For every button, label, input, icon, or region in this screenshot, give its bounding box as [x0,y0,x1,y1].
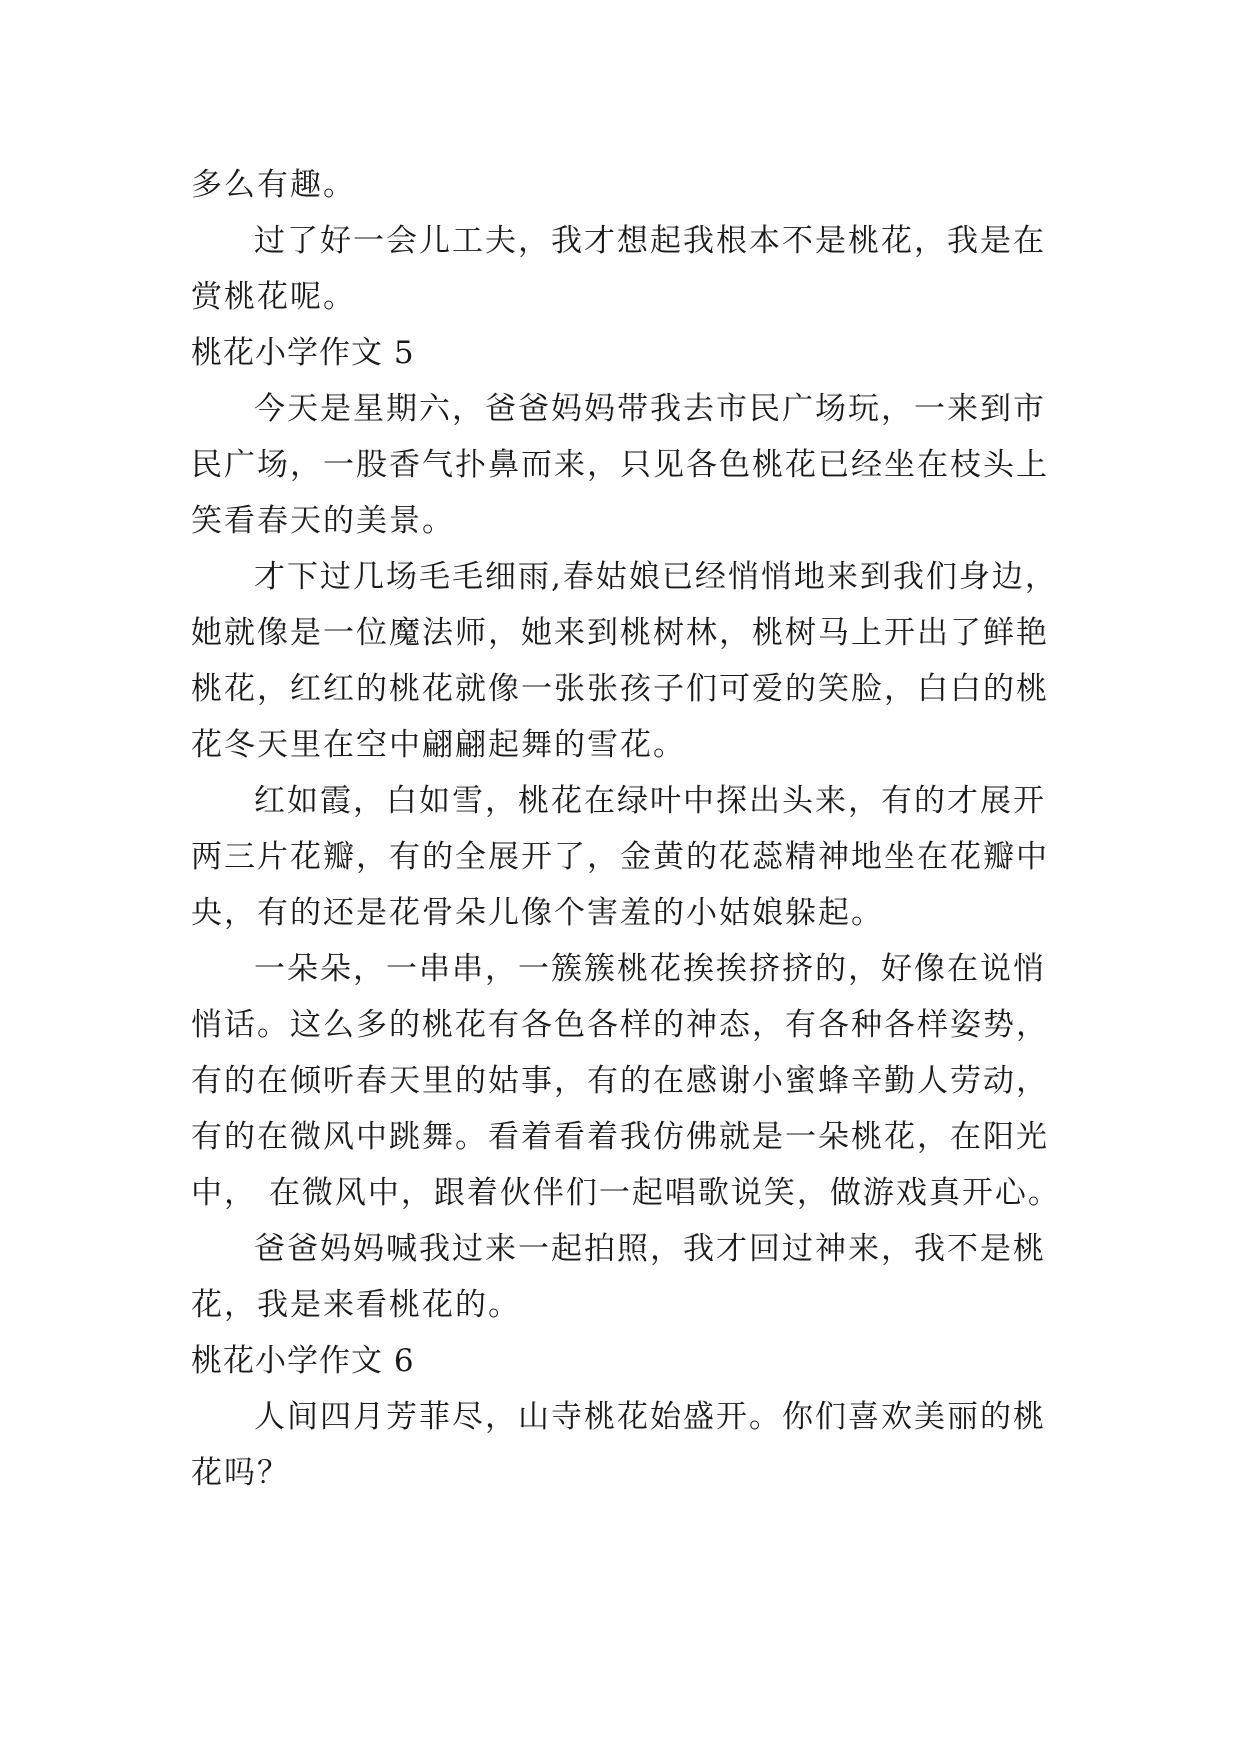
text-line: 今天是星期六，爸爸妈妈带我去市民广场玩，一来到市 [254,391,1046,427]
text-line: 她就像是一位魔法师，她来到桃树林，桃树马上开出了鲜艳 [191,615,1049,651]
document-body [191,157,1061,1501]
text-line: 过了好一会儿工夫，我才想起我根本不是桃花，我是在 [254,223,1046,259]
text-line: 有的在微风中跳舞。看着看着我仿佛就是一朵桃花，在阳光 [191,1119,1049,1155]
text-line: 红如霞，白如雪，桃花在绿叶中探出头来，有的才展开 [254,783,1046,819]
text-line: 人间四月芳菲尽，山寺桃花始盛开。你们喜欢美丽的桃 [254,1399,1046,1435]
text-line: 多么有趣。 [191,167,356,203]
text-line: 花冬天里在空中翩翩起舞的雪花。 [191,727,686,763]
text-line: 赏桃花呢。 [191,279,356,315]
text-line: 有的在倾听春天里的姑事，有的在感谢小蜜蜂辛勤人劳动， [191,1063,1049,1099]
section-heading: 桃花小学作文 5 [191,335,415,371]
section-heading: 桃花小学作文 6 [191,1343,415,1379]
text-line: 央，有的还是花骨朵儿像个害羞的小姑娘躲起。 [191,895,884,931]
text-line: 民广场，一股香气扑鼻而来，只见各色桃花已经坐在枝头上 [191,447,1049,483]
text-line: 两三片花瓣，有的全展开了，金黄的花蕊精神地坐在花瓣中 [191,839,1049,875]
text-line: 爸爸妈妈喊我过来一起拍照，我才回过神来，我不是桃 [254,1231,1046,1267]
text-line: 桃花，红红的桃花就像一张张孩子们可爱的笑脸，白白的桃 [191,671,1049,707]
text-line: 一朵朵，一串串，一簇簇桃花挨挨挤挤的，好像在说悄 [254,951,1046,987]
text-line: 花，我是来看桃花的。 [191,1287,521,1323]
text-line: 悄话。这么多的桃花有各色各样的神态，有各种各样姿势， [191,1007,1049,1043]
text-line: 笑看春天的美景。 [191,503,455,539]
text-line: 才下过几场毛毛细雨,春姑娘已经悄悄地来到我们身边， [254,559,1058,595]
text-line: 中， 在微风中，跟着伙伴们一起唱歌说笑，做游戏真开心。 [191,1175,1061,1211]
text-line: 花吗？ [191,1455,290,1491]
